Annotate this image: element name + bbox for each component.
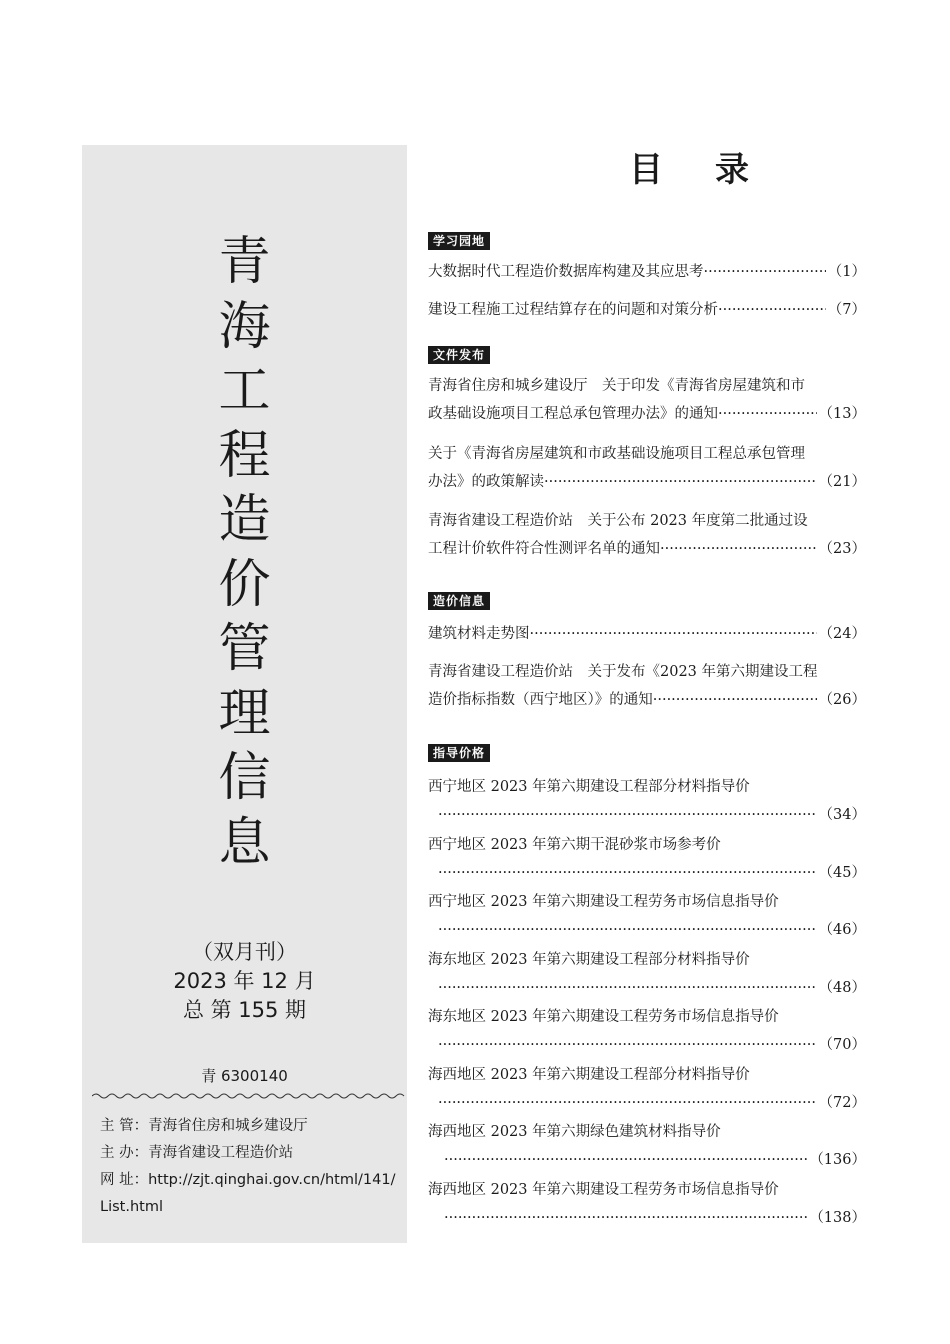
page-number: （7） <box>827 302 866 318</box>
entry-title-line1: 海西地区 2023 年第六期建设工程劳务市场信息指导价 <box>428 1182 779 1198</box>
entry-title-line1: 西宁地区 2023 年第六期建设工程劳务市场信息指导价 <box>428 894 779 910</box>
entry-title: 大数据时代工程造价数据库构建及其应思考 <box>428 264 704 280</box>
title-char: 海 <box>218 296 271 357</box>
issue-date: 2023 年 12 月 <box>173 969 316 993</box>
page-number: （23） <box>818 541 866 557</box>
toc-entry[interactable] <box>428 1061 866 1117</box>
cover-sidebar <box>82 145 407 1243</box>
entry-title-line1: 关于《青海省房屋建筑和市政基础设施项目工程总承包管理 <box>428 446 805 462</box>
title-char: 工 <box>218 361 271 421</box>
page-number: （24） <box>818 626 866 642</box>
entry-title-line1: 海西地区 2023 年第六期绿色建筑材料指导价 <box>428 1124 721 1140</box>
toc-entry[interactable] <box>428 258 866 286</box>
entry-title-line1: 海东地区 2023 年第六期建设工程部分材料指导价 <box>428 952 750 968</box>
toc-entry[interactable] <box>428 831 866 887</box>
page-number: （72） <box>818 1095 866 1111</box>
toc-entry[interactable] <box>428 1176 866 1232</box>
entry-title-line1: 西宁地区 2023 年第六期干混砂浆市场参考价 <box>428 837 721 853</box>
toc-entry[interactable] <box>428 946 866 1002</box>
title-char: 青 <box>218 232 271 292</box>
page-number: （70） <box>818 1037 866 1053</box>
toc-entry[interactable] <box>428 1118 866 1174</box>
title-char: 理 <box>218 683 271 744</box>
page-number: （13） <box>818 406 866 422</box>
section-label: 文件发布 <box>428 346 490 364</box>
toc-entry[interactable] <box>428 888 866 944</box>
issue-info <box>82 938 407 1025</box>
toc-entry[interactable] <box>428 296 866 324</box>
entry-title: 建筑材料走势图 <box>428 626 530 642</box>
entry-title: 建设工程施工过程结算存在的问题和对策分析 <box>428 302 718 318</box>
title-char: 造 <box>218 490 271 550</box>
page-number: （138） <box>809 1210 866 1226</box>
page-number: （34） <box>818 807 866 823</box>
page-number: （1） <box>827 264 866 280</box>
entry-title-line1: 青海省建设工程造价站 关于公布 2023 年度第二批通过设 <box>428 513 808 529</box>
toc-entry[interactable] <box>428 372 866 428</box>
supervisor: 主 管：青海省住房和城乡建设厅 <box>100 1118 308 1134</box>
title-char: 息 <box>218 812 271 873</box>
page-number: （46） <box>818 922 866 938</box>
entry-title-line1: 西宁地区 2023 年第六期建设工程部分材料指导价 <box>428 779 750 795</box>
entry-title-line1: 海西地区 2023 年第六期建设工程部分材料指导价 <box>428 1067 750 1083</box>
toc-entry[interactable] <box>428 773 866 829</box>
entry-title-line1: 青海省建设工程造价站 关于发布《2023 年第六期建设工程 <box>428 664 818 680</box>
publication-code: 青 6300140 <box>201 1067 288 1085</box>
sponsor: 主 办：青海省建设工程造价站 <box>100 1145 294 1161</box>
section-label: 学习园地 <box>428 232 490 250</box>
title-char: 管 <box>218 619 271 679</box>
toc-title: 目录 <box>629 150 801 190</box>
toc-entry[interactable] <box>428 658 866 714</box>
magazine-title <box>82 230 407 875</box>
toc-entry[interactable] <box>428 440 866 496</box>
entry-title: 造价指标指数（西宁地区）》的通知 <box>428 692 653 708</box>
section-label: 造价信息 <box>428 592 490 610</box>
section-label: 指导价格 <box>428 744 490 762</box>
website-continued: List.html <box>100 1199 163 1215</box>
page-number: （45） <box>818 865 866 881</box>
publisher-info <box>100 1113 405 1221</box>
entry-title-line1: 青海省住房和城乡建设厅 关于印发《青海省房屋建筑和市 <box>428 378 805 394</box>
entry-title-line1: 海东地区 2023 年第六期建设工程劳务市场信息指导价 <box>428 1009 779 1025</box>
entry-title: 工程计价软件符合性测评名单的通知 <box>428 541 660 557</box>
title-char: 程 <box>218 425 271 486</box>
entry-title: 政基础设施项目工程总承包管理办法》的通知 <box>428 406 718 422</box>
toc-entry[interactable] <box>428 1003 866 1059</box>
page-number: （48） <box>818 980 866 996</box>
page-number: （21） <box>818 474 866 490</box>
toc-entry[interactable] <box>428 620 866 648</box>
entry-title: 办法》的政策解读 <box>428 474 544 490</box>
title-char: 价 <box>218 554 271 615</box>
title-char: 信 <box>218 748 271 808</box>
page-number: （136） <box>809 1152 866 1168</box>
page-number: （26） <box>818 692 866 708</box>
wavy-divider <box>92 1091 407 1101</box>
frequency: （双月刊） <box>192 940 297 964</box>
toc-entry[interactable] <box>428 507 866 563</box>
total-issue: 总 第 155 期 <box>182 998 307 1022</box>
website: 网 址：http://zjt.qinghai.gov.cn/html/141/ <box>100 1172 396 1188</box>
